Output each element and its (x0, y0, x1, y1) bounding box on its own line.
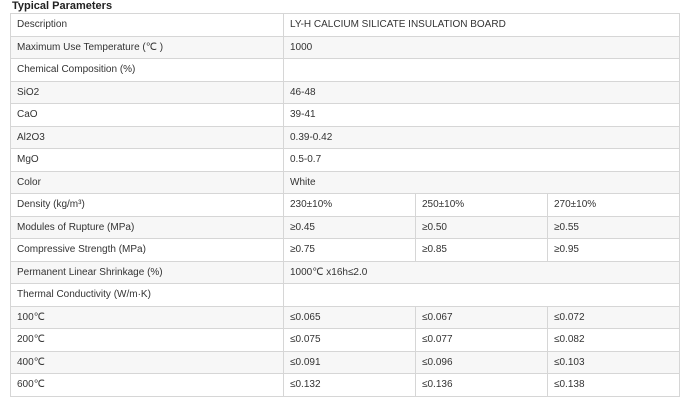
row-label: SiO2 (11, 81, 284, 104)
row-label: Maximum Use Temperature (℃ ) (11, 36, 284, 59)
row-value: ≥0.75 (284, 239, 416, 262)
row-label: Thermal Conductivity (W/m·K) (11, 284, 284, 307)
row-label: 200℃ (11, 329, 284, 352)
row-value: ≤0.136 (416, 374, 548, 397)
row-value: 250±10% (416, 194, 548, 217)
row-value: ≤0.103 (548, 351, 680, 374)
table-row (11, 36, 680, 59)
table-row (11, 14, 680, 37)
table-title: Typical Parameters (12, 0, 113, 12)
row-label: MgO (11, 149, 284, 172)
table-row (11, 306, 680, 329)
table-row (11, 59, 680, 82)
row-label: CaO (11, 104, 284, 127)
row-value: ≤0.065 (284, 306, 416, 329)
row-value: 1000℃ x16h≤2.0 (284, 261, 680, 284)
table-row (11, 239, 680, 262)
table-row (11, 171, 680, 194)
table-row (11, 374, 680, 397)
row-value: ≤0.082 (548, 329, 680, 352)
row-value: ≤0.077 (416, 329, 548, 352)
table-row (11, 81, 680, 104)
row-value: ≤0.067 (416, 306, 548, 329)
row-value: ≤0.091 (284, 351, 416, 374)
row-label: 400℃ (11, 351, 284, 374)
row-value: 46-48 (284, 81, 680, 104)
row-label: 100℃ (11, 306, 284, 329)
row-value: 1000 (284, 36, 680, 59)
table-row (11, 126, 680, 149)
row-label: Chemical Composition (%) (11, 59, 284, 82)
row-label: Modules of Rupture (MPa) (11, 216, 284, 239)
row-label: Description (11, 14, 284, 37)
table-row (11, 194, 680, 217)
row-value: ≥0.45 (284, 216, 416, 239)
parameters-table (10, 13, 680, 397)
parameters-table-body (11, 14, 680, 397)
row-value: 0.39-0.42 (284, 126, 680, 149)
row-value: 0.5-0.7 (284, 149, 680, 172)
row-value (284, 284, 680, 307)
row-value: ≤0.096 (416, 351, 548, 374)
table-row (11, 351, 680, 374)
table-row (11, 149, 680, 172)
row-value: 270±10% (548, 194, 680, 217)
table-row (11, 329, 680, 352)
row-value: 39-41 (284, 104, 680, 127)
row-value: ≥0.85 (416, 239, 548, 262)
table-row (11, 284, 680, 307)
row-value: LY-H CALCIUM SILICATE INSULATION BOARD (284, 14, 680, 37)
row-label: Permanent Linear Shrinkage (%) (11, 261, 284, 284)
table-row (11, 104, 680, 127)
row-value: ≤0.138 (548, 374, 680, 397)
row-value: ≤0.075 (284, 329, 416, 352)
row-value: White (284, 171, 680, 194)
row-value: ≥0.95 (548, 239, 680, 262)
row-value: ≥0.55 (548, 216, 680, 239)
row-label: Density (kg/m³) (11, 194, 284, 217)
row-value: ≤0.072 (548, 306, 680, 329)
row-label: 600℃ (11, 374, 284, 397)
row-value: ≥0.50 (416, 216, 548, 239)
table-row (11, 216, 680, 239)
row-label: Color (11, 171, 284, 194)
row-value (284, 59, 680, 82)
row-value: 230±10% (284, 194, 416, 217)
row-label: Compressive Strength (MPa) (11, 239, 284, 262)
table-row (11, 261, 680, 284)
row-value: ≤0.132 (284, 374, 416, 397)
row-label: Al2O3 (11, 126, 284, 149)
